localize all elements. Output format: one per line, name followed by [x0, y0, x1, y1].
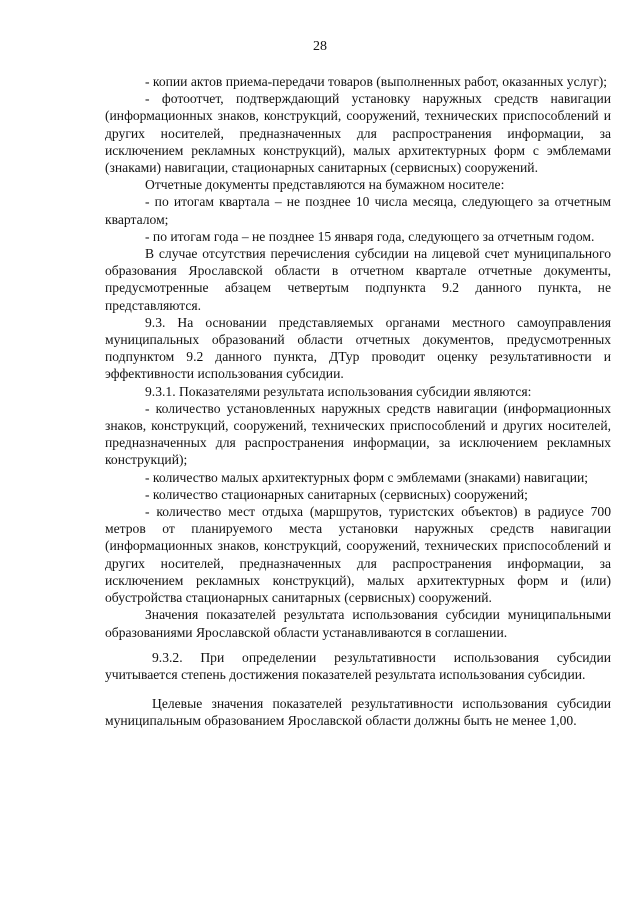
paragraph: - количество мест отдыха (маршрутов, туристских объектов) в радиусе 700 метров от планируемого места установки наружных средств навигации (информационных знаков, конструкций, сооружений, технических приспособлений и других носителей, предназначенных для распространения информации, за исключением рекламных конструкций), малых архитектурных форм и (или) обустройства стационарных санитарных (сервисных) сооружений.	[105, 504, 611, 606]
paragraph: Значения показателей результата использования субсидии муниципальными образованиями Ярославской области устанавливаются в соглашении.	[105, 607, 611, 640]
paragraph: Целевые значения показателей результативности использования субсидии муниципальным образованием Ярославской области должны быть не менее 1,00.	[105, 696, 611, 729]
paragraph: - по итогам квартала – не позднее 10 числа месяца, следующего за отчетным кварталом;	[105, 194, 611, 227]
page-number: 28	[313, 39, 327, 54]
paragraph: В случае отсутствия перечисления субсидии на лицевой счет муниципального образования Ярославской области в отчетном квартале отчетные документы, предусмотренные абзацем четвертым подпункта 9.2 данного пункта, не представляются.	[105, 246, 611, 313]
document-body	[105, 73, 611, 730]
paragraph: Отчетные документы представляются на бумажном носителе:	[145, 177, 505, 193]
paragraph: - количество малых архитектурных форм с эмблемами (знаками) навигации;	[145, 469, 589, 485]
paragraph: 9.3.1. Показателями результата использования субсидии являются:	[145, 383, 532, 399]
paragraph: - количество стационарных санитарных (сервисных) сооружений;	[145, 486, 528, 502]
paragraph: 9.3.2. При определении результативности использования субсидии учитывается степень достижения показателей результата использования субсидии.	[105, 649, 611, 682]
paragraph: - фотоотчет, подтверждающий установку наружных средств навигации (информационных знаков, конструкций, сооружений, технических приспособлений и других носителей, предназначенных для распространения информации, за исключением рекламных конструкций), малых архитектурных форм с эмблемами (знаками) навигации, стационарных санитарных (сервисных) сооружений.	[105, 91, 611, 176]
paragraph: 9.3. На основании представляемых органами местного самоуправления муниципальных образований области отчетных документов, предусмотренных подпунктом 9.2 данного пункта, ДТур проводит оценку результативности и эффективности использования субсидии.	[105, 314, 611, 382]
paragraph: - по итогам года – не позднее 15 января года, следующего за отчетным годом.	[145, 228, 595, 244]
paragraph: - копии актов приема-передачи товаров (выполненных работ, оказанных услуг);	[145, 74, 608, 89]
paragraph: - количество установленных наружных средств навигации (информационных знаков, конструкций, сооружений, технических приспособлений и других носителей, предназначенных для распространения информации, за исключением рекламных конструкций);	[105, 400, 611, 468]
